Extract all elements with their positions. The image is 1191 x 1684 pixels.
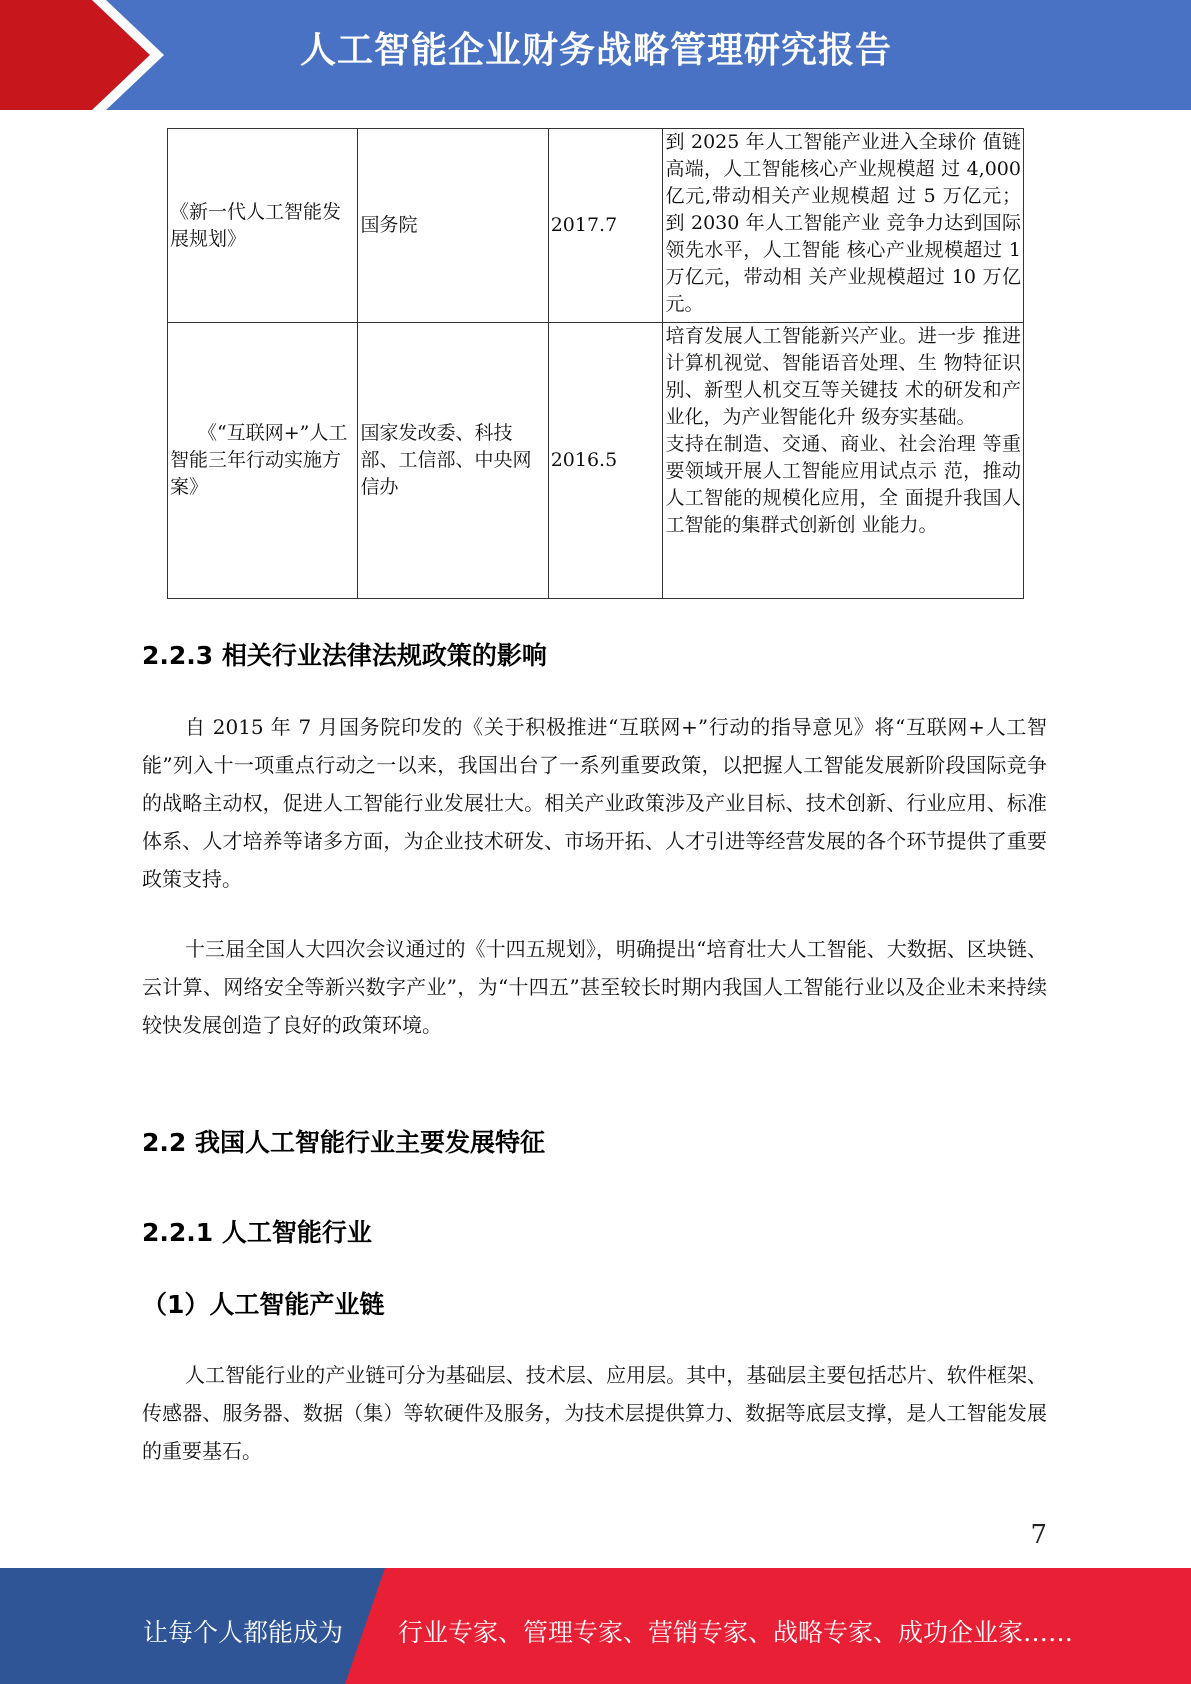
paragraph: 自 2015 年 7 月国务院印发的《关于积极推进“互联网+”行动的指导意见》将“互联网+人工智能”列入十一项重点行动之一以来，我国出台了一系列重要政策，以把握人工智能发展新阶段国际竞争的战略主动权，促进人工智能行业发展壮大。相关产业政策涉及产业目标、技术创新、行业应用、标准体系、人才培养等诸多方面，为企业技术研发、市场开拓、人才引进等经营发展的各个环节提供了重要政策支持。 [142, 715, 1047, 891]
footer-slogan-right: 行业专家、管理专家、营销专家、战略专家、成功企业家…… [398, 1618, 1074, 1647]
report-title: 人工智能企业财务战略管理研究报告 [300, 30, 893, 71]
issuer-cell: 国务院 [358, 129, 548, 323]
policy-name-cell: 《“互联网+”人工 智能三年行动实施方案》 [168, 323, 358, 599]
content-cell: 到 2025 年人工智能产业进入全球价 值链高端，人工智能核心产业规模超 过 4,000 亿元,带动相关产业规模超 过 5 万亿元；到 2030 年人工智能产业 竞争力达到国际领先水平，人工智能 核心产业规模超过 1 万亿元，带动相 关产业规模超过 10 万亿元。 [663, 129, 1024, 323]
table-row [168, 323, 1024, 599]
date-cell: 2017.7 [548, 129, 663, 323]
section-heading-2-2: 2.2 我国人工智能行业主要发展特征 [142, 1128, 545, 1157]
footer-slogan-left: 让每个人都能成为 [143, 1618, 344, 1647]
policy-table [167, 128, 1024, 599]
sub-heading: （1）人工智能产业链 [142, 1290, 385, 1319]
page-number: 7 [1030, 1520, 1047, 1550]
issuer-cell: 国家发改委、科技部、工信部、中央网信办 [358, 323, 548, 599]
content-paragraph: 支持在制造、交通、商业、社会治理 等重要领域开展人工智能应用试点示 范，推动人工智能的规模化应用，全 面提升我国人工智能的集群式创新创 业能力。 [665, 433, 1021, 536]
page-header [0, 0, 1191, 110]
paragraph: 十三届全国人大四次会议通过的《十四五规划》，明确提出“培育壮大人工智能、大数据、区块链、云计算、网络安全等新兴数字产业”，为“十四五”甚至较长时期内我国人工智能行业以及企业未来持续较快发展创造了良好的政策环境。 [142, 937, 1047, 1037]
table-row [168, 129, 1024, 323]
section-heading-2-2-1: 2.2.1 人工智能行业 [142, 1218, 372, 1247]
paragraph: 人工智能行业的产业链可分为基础层、技术层、应用层。其中，基础层主要包括芯片、软件框架、传感器、服务器、数据（集）等软硬件及服务，为技术层提供算力、数据等底层支撑，是人工智能发展的重要基石。 [142, 1363, 1047, 1463]
page-footer [0, 1568, 1191, 1684]
content-cell [663, 323, 1024, 599]
policy-name-cell: 《新一代人工智能发展规划》 [168, 129, 358, 323]
section-heading-2-2-3: 2.2.3 相关行业法律法规政策的影响 [142, 641, 547, 670]
header-red-wedge [0, 0, 150, 110]
content-paragraph: 培育发展人工智能新兴产业。进一步 推进计算机视觉、智能语音处理、生 物特征识别、新型人机交互等关键技 术的研发和产业化，为产业智能化升 级夯实基础。 [665, 325, 1021, 428]
date-cell: 2016.5 [548, 323, 663, 599]
